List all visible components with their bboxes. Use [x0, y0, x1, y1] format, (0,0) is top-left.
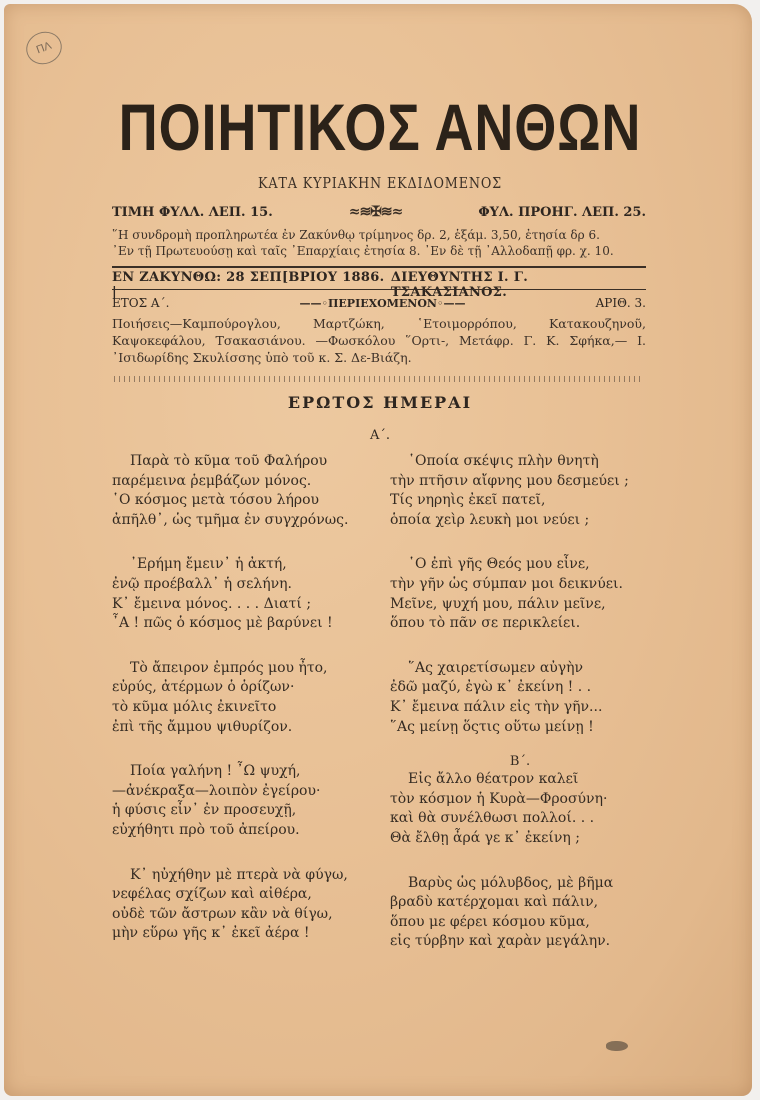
- verse-line: μὴν εὕρω γῆς κ᾿ ἐκεῖ ἀέρα !: [112, 925, 310, 942]
- stanza: [390, 452, 650, 530]
- ornament-icon: ≈≋✠≋≈: [348, 204, 403, 220]
- part-b-heading: Β΄.: [509, 754, 531, 770]
- verse-line: Κ᾿ ἔμεινα μόνος. . . . Διατί ;: [112, 595, 312, 612]
- verse-line: τὸν κόσμον ἡ Κυρὰ—Φροσύνη·: [390, 790, 608, 807]
- place-date: ΕΝ ΖΑΚΥΝΘΩ: 28 ΣΕΠ[ΒΡΙΟΥ 1886. |: [112, 270, 385, 300]
- verse-line: Τίς νηρηὶς ἐκεῖ πατεῖ,: [390, 492, 546, 509]
- stanza: [112, 452, 372, 530]
- issue-number: ΑΡΙΘ. 3.: [595, 296, 646, 310]
- verse-line: Παρὰ τὸ κῦμα τοῦ Φαλήρου: [130, 453, 328, 469]
- stanza: [112, 659, 372, 737]
- poem-right-column: [390, 452, 650, 977]
- stanza: [390, 874, 650, 952]
- verse-line: Κ᾿ ηὐχήθην μὲ πτερὰ νὰ φύγω,: [130, 866, 348, 883]
- stanza: [112, 555, 372, 633]
- table-of-contents: Ποιήσεις—Καμπούρογλου, Μαρτζώκη, ῾Ετοιμορρόπου, Κατακουζηνοῦ, Καψοκεφάλου, Τσακασιάνου. —Φωσκόλου ῞Ορτι-, Μετάφρ. Γ. Κ. Σφήκα,— Ι. ᾿Ισιδωρίδης Σκυλίσσης ὑπὸ τοῦ κ. Σ. Δε-Βιάζη.: [112, 316, 646, 365]
- verse-line: ἀπῆλθ᾿, ὡς τμῆμα ἐν συγχρόνως.: [112, 511, 349, 528]
- masthead-title: ΠΟΙΗΤΙΚΟΣ ΑΝΘΩΝ: [118, 90, 642, 164]
- editor: ΔΙΕΥΘΥΝΤΗΣ Ι. Γ. ΤΣΑΚΑΣΙΑΝΟΣ.: [390, 270, 529, 300]
- verse-line: ἐνῷ προέβαλλ᾿ ἡ σελήνη.: [112, 575, 293, 592]
- verse-line: νεφέλας σχίζων καὶ αἰθέρα,: [112, 886, 312, 903]
- stanza: [390, 770, 650, 848]
- verse-line: εἰς τύρβην καὶ χαρὰν μεγάλην.: [390, 933, 611, 950]
- stanza: [112, 762, 372, 840]
- verse-line: Κ᾿ ἔμεινα πάλιν εἰς τὴν γῆν...: [390, 698, 603, 715]
- verse-line: ἡ φύσις εἶν᾿ ἐν προσευχῇ,: [112, 802, 297, 819]
- subscription-line-1: ῞Η συνδρομὴ προπληρωτέα ἐν Ζακύνθῳ τρίμηνος δρ. 2, ἑξάμ. 3,50, ἐτησία δρ 6.: [112, 228, 600, 242]
- stanza: [390, 555, 650, 633]
- verse-line: παρέμεινα ῥεμβάζων μόνος.: [112, 472, 312, 489]
- verse-line: ᾿Ερήμη ἔμειν᾿ ἡ ἀκτή,: [130, 556, 287, 573]
- verse-line: ῾Ο ἐπὶ γῆς Θεός μου εἶνε,: [408, 556, 590, 573]
- verse-line: Μεῖνε, ψυχή μου, πάλιν μεῖνε,: [390, 595, 606, 612]
- back-issue-price: ΦΥΛ. ΠΡΟΗΓ. ΛΕΠ. 25.: [478, 204, 646, 220]
- price-row: [112, 204, 646, 220]
- subscription-line-2: ᾿Εν τῇ Πρωτευούσῃ καὶ ταῖς ᾿Επαρχίαις ἐτησία 8. ᾿Εν δὲ τῇ ᾿Αλλοδαπῇ φρ. χ. 10.: [112, 244, 614, 258]
- single-issue-price: ΤΙΜΗ ΦΥΛΛ. ΛΕΠ. 15.: [112, 204, 273, 220]
- divider-rule: [112, 266, 646, 268]
- verse-line: ὅπου τὸ πᾶν σε περικλείει.: [390, 615, 581, 632]
- verse-line: ἐδῶ μαζύ, ἐγὼ κ᾿ ἐκείνη ! . .: [390, 679, 592, 696]
- subscription-info: [112, 227, 646, 259]
- year-label: ΕΤΟΣ Α΄.: [112, 296, 170, 310]
- verse-line: ῞Ας χαιρετίσωμεν αὐγὴν: [408, 659, 584, 676]
- verse-line: εὐχήθητι πρὸ τοῦ ἀπείρου.: [112, 821, 300, 838]
- wavy-divider: [112, 376, 640, 382]
- verse-line: Ποία γαλήνη ! ῏Ω ψυχή,: [130, 763, 301, 780]
- stanza: [390, 659, 650, 737]
- verse-line: ῏Α ! πῶς ὁ κόσμος μὲ βαρύνει !: [112, 615, 333, 632]
- verse-line: Τὸ ἄπειρον ἐμπρός μου ἦτο,: [130, 659, 328, 676]
- contents-row: [112, 296, 646, 310]
- ink-blot: [606, 1041, 628, 1051]
- verse-line: ῞Ας μείνῃ ὅςτις οὕτω μείνῃ !: [390, 718, 594, 735]
- masthead-subtitle: ΚΑΤΑ ΚΥΡΙΑΚΗΝ ΕΚΔΙΔΟΜΕΝΟΣ: [257, 174, 503, 192]
- verse-line: ὅπου με φέρει κόσμου κῦμα,: [390, 913, 590, 930]
- poem-left-column: [112, 452, 372, 969]
- verse-line: ῾Οποία σκέψις πλὴν θνητὴ: [408, 453, 599, 469]
- stanza: [112, 866, 372, 944]
- verse-line: βραδὺ κατέρχομαι καὶ πάλιν,: [390, 894, 599, 911]
- verse-line: τὸ κῦμα μόλις ἐκινεῖτο: [112, 698, 277, 715]
- part-a-heading: Α΄.: [369, 428, 391, 443]
- verse-line: καὶ θὰ συνέλθωσι πολλοί. . .: [390, 810, 595, 827]
- verse-line: ῾Ο κόσμος μετὰ τόσου λήρου: [112, 492, 320, 509]
- verse-line: Θὰ ἔλθῃ ἆρά γε κ᾿ ἐκείνη ;: [390, 829, 580, 846]
- verse-line: τὴν γῆν ὡς σύμπαν μοι δεικνύει.: [390, 575, 623, 592]
- divider-rule: [112, 289, 646, 290]
- poem-title: ΕΡΩΤΟΣ ΗΜΕΡΑΙ: [287, 393, 473, 412]
- archive-stamp: ΠΛ: [22, 27, 67, 69]
- verse-line: ὁποία χεὶρ λευκὴ μοι νεύει ;: [390, 511, 590, 528]
- verse-line: ἐπὶ τῆς ἄμμου ψιθυρίζον.: [112, 718, 293, 735]
- verse-line: —ἀνέκραξα—λοιπὸν ἐγείρου·: [112, 782, 321, 799]
- verse-line: τὴν πτῆσιν αἴφνης μου δεσμεύει ;: [390, 472, 629, 489]
- verse-line: Βαρὺς ὡς μόλυβδος, μὲ βῆμα: [408, 874, 614, 891]
- contents-heading: ——◦ΠΕΡΙΕΧΟΜΕΝΟΝ◦——: [299, 296, 466, 310]
- verse-line: εὐρύς, ἀτέρμων ὁ ὁρίζων·: [112, 679, 295, 696]
- verse-line: Εἰς ἄλλο θέατρον καλεῖ: [408, 771, 579, 788]
- verse-line: οὐδὲ τῶν ἄστρων κἂν νὰ θίγω,: [112, 905, 333, 922]
